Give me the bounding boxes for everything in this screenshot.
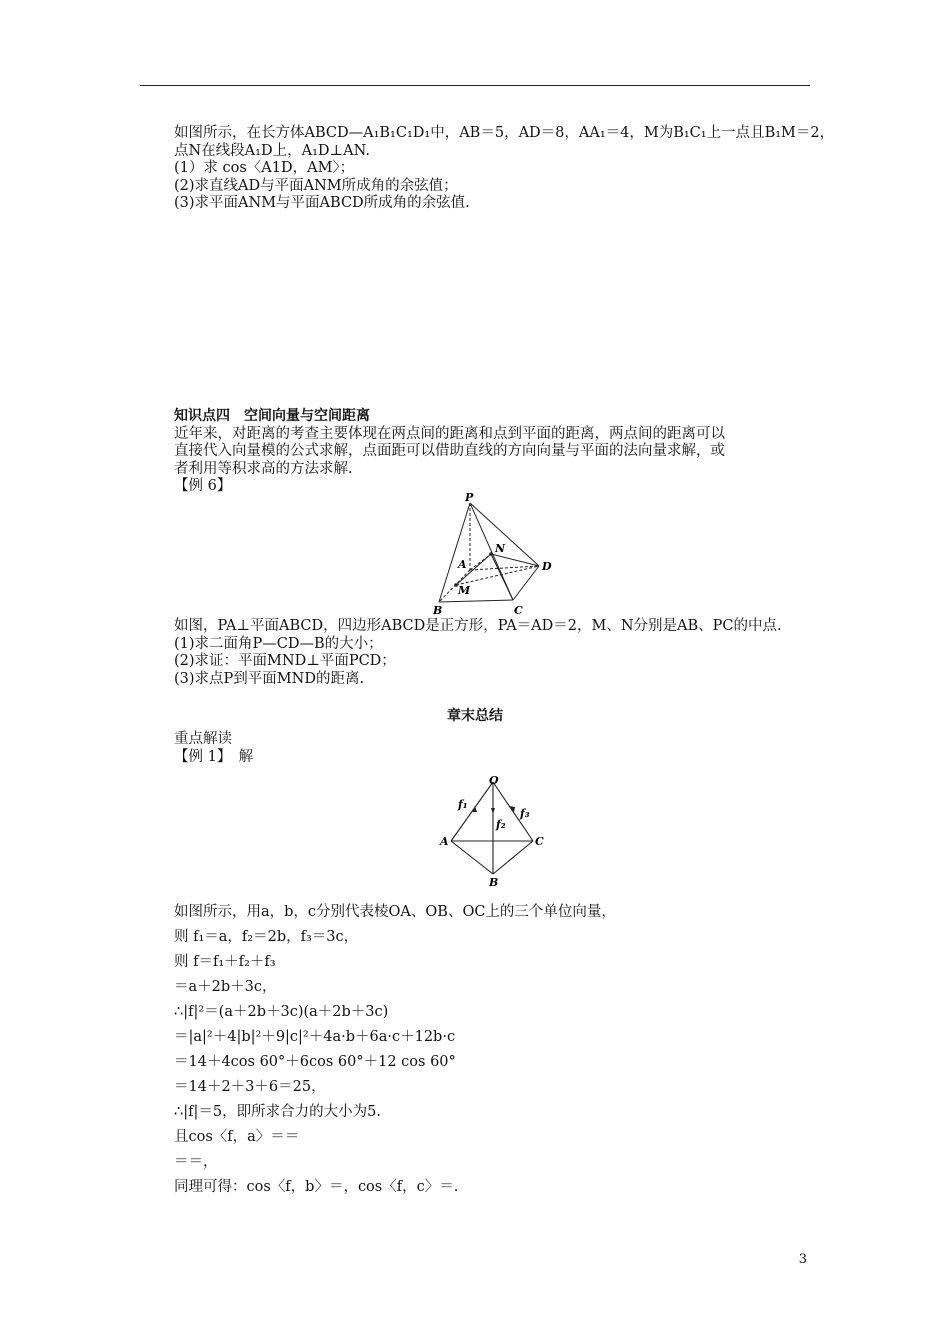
solution-line: 同理可得：cos〈f，b〉＝，cos〈f，c〉＝. [174, 1179, 459, 1195]
statement-line: (1)求二面角P—CD—B的大小； [174, 635, 383, 652]
vertex-label-O: O [489, 774, 499, 787]
point-label-N: N [495, 542, 506, 555]
solution-line: ＝14＋4cos 60°＋6cos 60°＋12 cos 60° [174, 1054, 456, 1070]
header-rule [140, 85, 810, 86]
statement-line: (2)求证：平面MND⊥平面PCD； [174, 653, 396, 670]
force-diagram [436, 772, 546, 892]
chapter-summary-title: 章末总结 [447, 708, 503, 724]
force-label-f1: f₁ [458, 798, 468, 811]
pyramid-figure [425, 490, 575, 618]
solution-line: 且cos〈f，a〉＝＝ [174, 1129, 300, 1145]
solution-line: ∴|f|＝5，即所求合力的大小为5. [174, 1104, 381, 1120]
solution-line: ＝|a|²＋4|b|²＋9|c|²＋4a·b＋6a·c＋12b·c [174, 1029, 456, 1045]
section-heading: 知识点四 空间向量与空间距离 [174, 408, 370, 424]
force-label-f2: f₂ [496, 818, 506, 831]
section4-block [174, 408, 824, 496]
problem-line: (2)求直线AD与平面ANM所成角的余弦值； [174, 177, 458, 194]
example6-statement [174, 618, 824, 688]
force-label-f3: f₃ [520, 807, 530, 820]
summary-subtitle: 重点解读 [174, 731, 232, 747]
problem-line: (1）求 cos〈A1D，AM〉； [174, 160, 355, 177]
example-label: 【例 6】 [174, 478, 232, 495]
solution-line: 则 f＝f₁＋f₂＋f₃ [174, 954, 276, 970]
statement-line: 如图，PA⊥平面ABCD，四边形ABCD是正方形，PA＝AD＝2，M、N分别是AB、PC的中点. [174, 618, 782, 634]
vertex-label-D: D [542, 560, 552, 573]
example1-label: 【例 1】 解 [174, 748, 254, 765]
solution-line: ＝14＋2＋3＋6＝25， [174, 1079, 326, 1095]
intro-line: 近年来，对距离的考查主要体现在两点间的距离和点到平面的距离，两点间的距离可以 [174, 425, 725, 442]
vertex-label-C: C [535, 835, 544, 848]
vertex-label-C: C [514, 604, 523, 617]
problem-line: (3)求平面ANM与平面ABCD所成角的余弦值. [174, 195, 470, 212]
solution-block [174, 900, 824, 1200]
statement-line: (3)求点P到平面MND的距离. [174, 670, 365, 687]
solution-line: ＝＝， [174, 1154, 218, 1170]
vertex-label-A: A [458, 558, 467, 571]
solution-line: ＝a＋2b＋3c， [174, 979, 277, 995]
problem-line: 点N在线段A₁D上，A₁D⊥AN. [174, 142, 370, 159]
problem-line: 如图所示，在长方体ABCD—A₁B₁C₁D₁中，AB＝5，AD＝8，AA₁＝4，M为B₁C₁上一点且B₁M＝2， [174, 125, 835, 141]
vertex-label-B: B [433, 604, 443, 617]
intro-line: 直接代入向量模的公式求解，点面距可以借助直线的方向向量与平面的法向量求解，或 [174, 443, 725, 460]
problem-block [174, 125, 835, 213]
page-number: 3 [798, 1252, 807, 1267]
solution-line: ∴|f|²＝(a＋2b＋3c)(a＋2b＋3c) [174, 1004, 389, 1020]
vertex-label-P: P [465, 491, 474, 504]
intro-line: 者利用等积求高的方法求解. [174, 460, 353, 477]
vertex-label-A: A [440, 835, 449, 848]
solution-line: 如图所示，用a，b，c分别代表棱OA、OB、OC上的三个单位向量， [174, 904, 616, 920]
vertex-label-B: B [489, 876, 499, 889]
solution-line: 则 f₁＝a，f₂＝2b，f₃＝3c， [174, 929, 359, 945]
point-label-M: M [458, 584, 471, 597]
summary-header [174, 731, 824, 766]
